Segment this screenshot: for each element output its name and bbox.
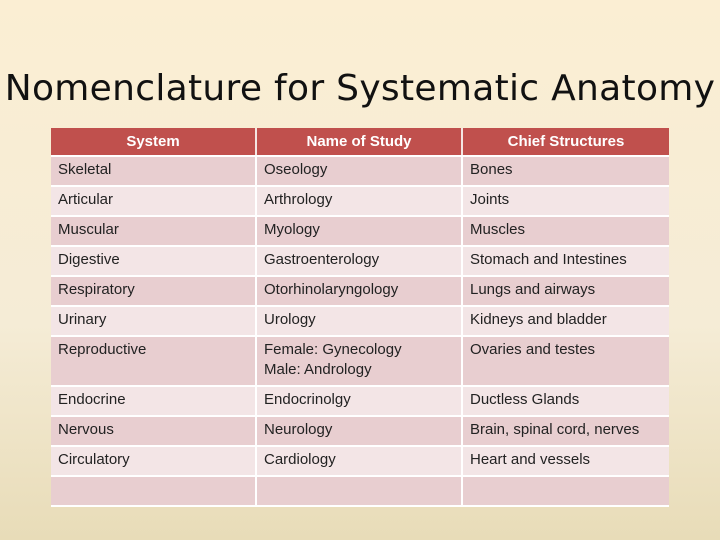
- study-line: Female: Gynecology: [264, 341, 402, 358]
- study-line: Gastroenterology: [264, 251, 380, 268]
- cell-system: Circulatory: [51, 446, 256, 476]
- cell-structures: [462, 476, 669, 506]
- cell-study: [256, 186, 462, 216]
- cell-study: [256, 216, 462, 246]
- table-row: [51, 386, 669, 416]
- cell-structures: Stomach and Intestines: [462, 246, 669, 276]
- table-row-empty: [51, 476, 669, 506]
- cell-structures: Joints: [462, 186, 669, 216]
- cell-system: Articular: [51, 186, 256, 216]
- cell-study: [256, 276, 462, 306]
- study-line: Urology: [264, 311, 316, 328]
- cell-study: [256, 246, 462, 276]
- cell-study: [256, 306, 462, 336]
- study-line: Arthrology: [264, 191, 333, 208]
- cell-system: Nervous: [51, 416, 256, 446]
- anatomy-table: [51, 128, 669, 507]
- cell-study: [256, 446, 462, 476]
- cell-system: Endocrine: [51, 386, 256, 416]
- table-row: [51, 276, 669, 306]
- cell-system: Urinary: [51, 306, 256, 336]
- header-system: System: [51, 128, 256, 156]
- study-line: Neurology: [264, 421, 333, 438]
- table-row: [51, 306, 669, 336]
- study-line: Male: Andrology: [264, 361, 372, 378]
- header-chief-structures: Chief Structures: [462, 128, 669, 156]
- table-row: [51, 416, 669, 446]
- study-line: Otorhinolaryngology: [264, 281, 399, 298]
- table-header-row: [51, 128, 669, 156]
- cell-study: [256, 156, 462, 186]
- cell-structures: Ductless Glands: [462, 386, 669, 416]
- study-line: Myology: [264, 221, 320, 238]
- study-line: Cardiology: [264, 451, 336, 468]
- cell-system: Respiratory: [51, 276, 256, 306]
- study-line: Endocrinolgy: [264, 391, 351, 408]
- cell-structures: Kidneys and bladder: [462, 306, 669, 336]
- cell-structures: Bones: [462, 156, 669, 186]
- table-row: [51, 156, 669, 186]
- cell-system: Digestive: [51, 246, 256, 276]
- cell-system: Skeletal: [51, 156, 256, 186]
- cell-structures: Lungs and airways: [462, 276, 669, 306]
- slide-title: Nomenclature for Systematic Anatomy: [4, 68, 716, 109]
- table-row: [51, 246, 669, 276]
- cell-system: Reproductive: [51, 336, 256, 386]
- cell-study: [256, 386, 462, 416]
- cell-system: [51, 476, 256, 506]
- cell-structures: Brain, spinal cord, nerves: [462, 416, 669, 446]
- cell-study: [256, 476, 462, 506]
- cell-system: Muscular: [51, 216, 256, 246]
- cell-structures: Heart and vessels: [462, 446, 669, 476]
- cell-study: [256, 416, 462, 446]
- cell-structures: Ovaries and testes: [462, 336, 669, 386]
- cell-study: [256, 336, 462, 386]
- study-line: Oseology: [264, 161, 328, 178]
- table-row: [51, 336, 669, 386]
- cell-structures: Muscles: [462, 216, 669, 246]
- table-row: [51, 186, 669, 216]
- table-row: [51, 446, 669, 476]
- header-name-of-study: Name of Study: [256, 128, 462, 156]
- table-row: [51, 216, 669, 246]
